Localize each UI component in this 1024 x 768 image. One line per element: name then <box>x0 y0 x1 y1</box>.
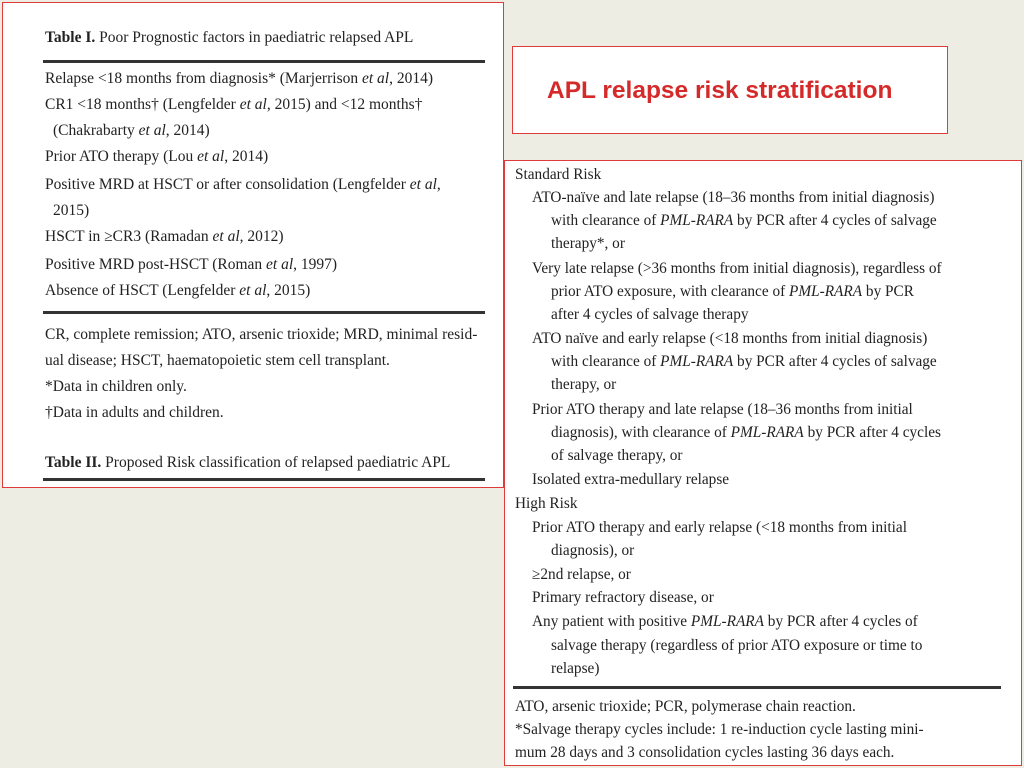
table-2-line: after 4 cycles of salvage therapy <box>551 306 749 323</box>
table-1-mid-rule <box>43 311 485 314</box>
table-1-row: 2015) <box>53 202 90 219</box>
table-2-line: prior ATO exposure, with clearance of PML-RARA by PCR <box>551 283 914 300</box>
slide-title-box <box>512 46 948 134</box>
table-2-caption <box>45 453 450 473</box>
table-1-row: Relapse <18 months from diagnosis* (Marjerrison et al, 2014) <box>45 70 434 87</box>
table-2-line: Prior ATO therapy and early relapse (<18 months from initial <box>532 519 907 536</box>
table-1-row: Absence of HSCT (Lengfelder et al, 2015) <box>45 282 311 299</box>
table-1-row: (Chakrabarty et al, 2014) <box>53 122 210 139</box>
table-1-row: Positive MRD post-HSCT (Roman et al, 1997) <box>45 256 338 273</box>
table-2-line: ATO-naïve and late relapse (18–36 months from initial diagnosis) <box>532 189 935 206</box>
table-1-row: CR1 <18 months† (Lengfelder et al, 2015) and <12 months† <box>45 96 423 113</box>
table-1-footnote: *Data in children only. <box>45 378 187 395</box>
table-1-footnote: CR, complete remission; ATO, arsenic trioxide; MRD, minimal resid- <box>45 326 478 343</box>
table-2-line: Any patient with positive PML-RARA by PCR after 4 cycles of <box>532 613 918 630</box>
table-1-title-text: Poor Prognostic factors in paediatric relapsed APL <box>99 29 414 46</box>
table-2-footnote: mum 28 days and 3 consolidation cycles lasting 36 days each. <box>515 744 895 761</box>
table-2-line: relapse) <box>551 660 600 677</box>
table-2-line: Primary refractory disease, or <box>532 589 714 606</box>
table-2-footnote: *Salvage therapy cycles include: 1 re-induction cycle lasting mini- <box>515 721 924 738</box>
slide-title: APL relapse risk stratification <box>547 77 893 104</box>
table-2-line: therapy, or <box>551 376 617 393</box>
table-2-label: Table II. <box>45 454 102 471</box>
table-1-row: Positive MRD at HSCT or after consolidation (Lengfelder et al, <box>45 176 441 193</box>
table-2-line: Prior ATO therapy and late relapse (18–36 months from initial <box>532 401 913 418</box>
table-1-title <box>45 29 413 47</box>
table-2-line: Isolated extra-medullary relapse <box>532 471 730 488</box>
table-1-footnote: ual disease; HSCT, haematopoietic stem cell transplant. <box>45 352 390 369</box>
table-2-line: diagnosis), or <box>551 542 635 559</box>
table-2-line: of salvage therapy, or <box>551 447 683 464</box>
table-1-panel <box>2 2 504 488</box>
table-1-footnote: †Data in adults and children. <box>45 404 224 421</box>
table-2-line: with clearance of PML-RARA by PCR after 4 cycles of salvage <box>551 212 937 229</box>
table-1-top-rule <box>43 60 485 63</box>
table-1-bottom-rule <box>43 478 485 481</box>
table-2-line: ≥2nd relapse, or <box>532 566 631 583</box>
risk-group-heading: Standard Risk <box>515 166 602 183</box>
risk-group-heading: High Risk <box>515 495 578 512</box>
table-2-line: with clearance of PML-RARA by PCR after 4 cycles of salvage <box>551 353 937 370</box>
table-2-line: ATO naïve and early relapse (<18 months from initial diagnosis) <box>532 330 928 347</box>
table-2-panel <box>504 160 1022 766</box>
table-1-row: HSCT in ≥CR3 (Ramadan et al, 2012) <box>45 228 284 245</box>
table-1-row: Prior ATO therapy (Lou et al, 2014) <box>45 148 269 165</box>
table-2-footnote: ATO, arsenic trioxide; PCR, polymerase chain reaction. <box>515 698 856 715</box>
table-2-line: Very late relapse (>36 months from initial diagnosis), regardless of <box>532 260 942 277</box>
table-1-label: Table I. <box>45 29 96 46</box>
table-2-bottom-rule <box>513 686 1001 689</box>
table-2-line: therapy*, or <box>551 235 625 252</box>
table-2-line: diagnosis), with clearance of PML-RARA by PCR after 4 cycles <box>551 424 941 441</box>
table-2-caption-text: Proposed Risk classification of relapsed paediatric APL <box>105 454 451 471</box>
table-2-line: salvage therapy (regardless of prior ATO exposure or time to <box>551 637 923 654</box>
